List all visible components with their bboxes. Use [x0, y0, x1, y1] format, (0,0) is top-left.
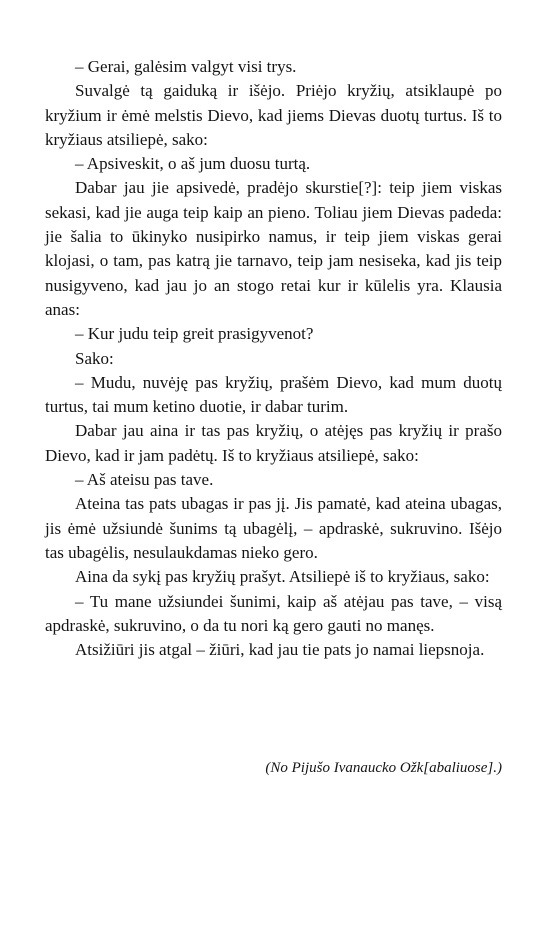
paragraph: Suvalgė tą gaiduką ir išėjo. Priėjo kryžių, atsiklaupė po kryžium ir ėmė melstis Dievo, kad jiems Dievas duotų turtus. Iš to kryžiaus atsiliepė, sako:	[45, 81, 502, 149]
paragraph: – Tu mane užsiundei šunimi, kaip aš atėjau pas tave, – visą apdraskė, sukruvino, o da tu nori ką gero gauti no manęs.	[45, 591, 502, 635]
paragraph: Dabar jau jie apsivedė, pradėjo skurstie[?]: teip jiem viskas sekasi, kad jie auga teip kaip an pieno. Toliau jiem Dievas padeda: jie šalia to ūkinyko nusipirko namus, ir teip jiem viskas gerai klojasi, o tam, pas katrą jie tarnavo, teip jam nesiseka, kad jis teip nusigyveno, kad jau jo an stogo retai kur ir kūlelis yra. Klausia anas:	[45, 178, 502, 319]
paragraph: – Kur judu teip greit prasigyvenot?	[75, 324, 314, 344]
source-citation: (No Pijušo Ivanaucko Ožk[abaliuose].)	[265, 760, 502, 776]
story-text	[45, 55, 502, 662]
paragraph: – Aš ateisu pas tave.	[75, 470, 214, 490]
paragraph: Atsižiūri jis atgal – žiūri, kad jau tie pats jo namai liepsnoja.	[75, 640, 485, 660]
paragraph: Aina da sykį pas kryžių prašyt. Atsiliepė iš to kryžiaus, sako:	[75, 567, 490, 587]
paragraph: Sako:	[75, 348, 114, 368]
paragraph: – Gerai, galėsim valgyt visi trys.	[75, 57, 297, 76]
paragraph: – Apsiveskit, o aš jum duosu turtą.	[75, 154, 311, 174]
paragraph: Ateina tas pats ubagas ir pas jį. Jis pamatė, kad ateina ubagas, jis ėmė užsiundė šunims tą ubagėlį, – apdraskė, sukruvino. Išėjo tas ubagėlis, nesulaukdamas nieko gero.	[45, 494, 502, 562]
paragraph: – Mudu, nuvėję pas kryžių, prašėm Dievo, kad mum duotų turtus, tai mum ketino duotie, ir dabar turim.	[45, 372, 502, 417]
paragraph: Dabar jau aina ir tas pas kryžių, o atėjęs pas kryžių ir prašo Dievo, kad ir jam padėtų. Iš to kryžiaus atsiliepė, sako:	[45, 421, 502, 465]
